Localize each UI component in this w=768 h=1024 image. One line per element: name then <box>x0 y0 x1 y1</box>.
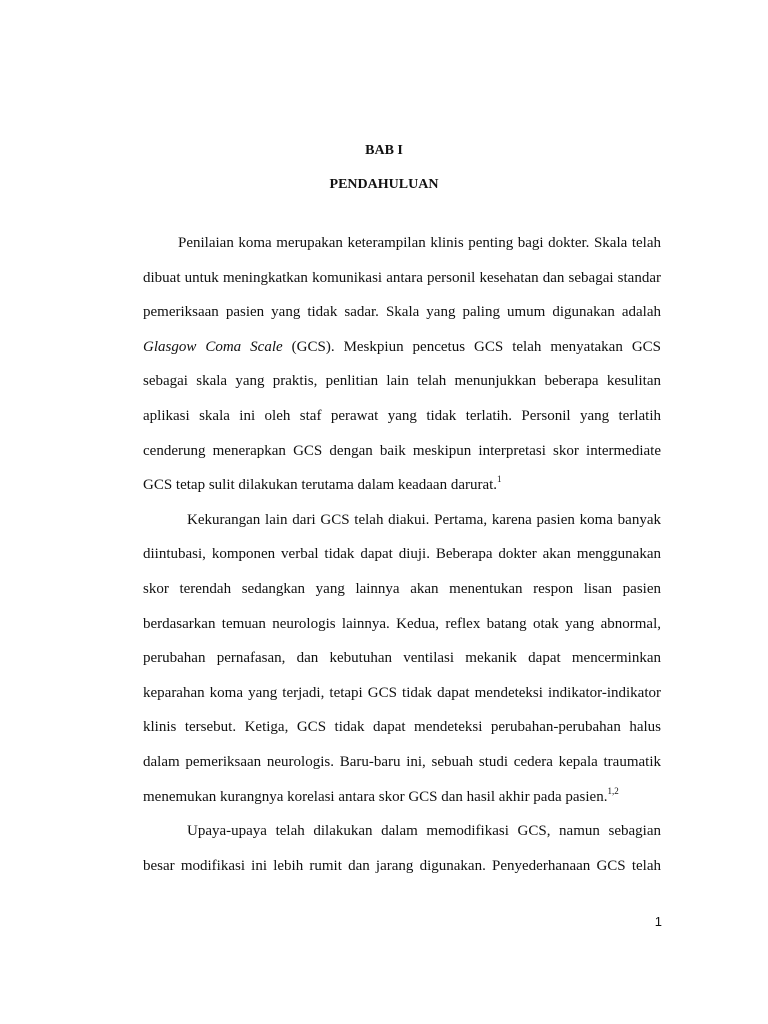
paragraph-3-line-2: besar modifikasi ini lebih rumit dan jarang digunakan. Penyederhanaan GCS telah <box>143 857 661 874</box>
paragraph-2-line-8: dalam pemeriksaan neurologis. Baru-baru ini, sebuah studi cedera kepala traumatik <box>143 753 661 770</box>
paragraph-2-line-9 <box>143 780 661 815</box>
paragraph-2-line-7: klinis tersebut. Ketiga, GCS tidak dapat mendeteksi perubahan-perubahan halus <box>143 719 661 736</box>
paragraph-2-line-3: skor terendah sedangkan yang lainnya akan menentukan respon lisan pasien <box>143 580 661 597</box>
paragraph-1-line-1: Penilaian koma merupakan keterampilan klinis penting bagi dokter. Skala telah <box>178 235 661 251</box>
paragraph-2-line-2: diintubasi, komponen verbal tidak dapat diuji. Beberapa dokter akan menggunakan <box>143 546 661 563</box>
paragraph-1-line-4-rest: (GCS). Meskpiun pencetus GCS telah menyatakan GCS <box>282 338 661 355</box>
page-number: 1 <box>654 914 662 929</box>
reference-superscript: 1,2 <box>607 785 619 796</box>
paragraph-2-line-1: Kekurangan lain dari GCS telah diakui. Pertama, karena pasien koma banyak <box>187 511 661 528</box>
paragraph-2-line-5: perubahan pernafasan, dan kebutuhan ventilasi mekanik dapat mencerminkan <box>143 650 661 667</box>
gcs-term-italic: Glasgow Coma Scale <box>143 338 283 355</box>
paragraph-1-line-7: cenderung menerapkan GCS dengan baik meskipun interpretasi skor intermediate <box>143 442 661 459</box>
paragraph-1-line-6: aplikasi skala ini oleh staf perawat yang tidak terlatih. Personil yang terlatih <box>143 407 661 424</box>
paragraph-1-line-3: pemeriksaan pasien yang tidak sadar. Skala yang paling umum digunakan adalah <box>143 304 661 321</box>
chapter-number: BAB I <box>365 143 403 158</box>
paragraph-1-line-2: dibuat untuk meningkatkan komunikasi antara personil kesehatan dan sebagai standar <box>143 269 661 286</box>
chapter-title: PENDAHULUAN <box>329 177 439 192</box>
paragraph-1-line-8 <box>143 468 661 503</box>
paragraph-2-line-9-text: menemukan kurangnya korelasi antara skor GCS dan hasil akhir pada pasien. <box>143 788 608 805</box>
reference-superscript: 1 <box>497 474 502 485</box>
paragraph-2-line-6: keparahan koma yang terjadi, tetapi GCS tidak dapat mendeteksi indikator-indikator <box>143 684 661 701</box>
paragraph-3-line-1: Upaya-upaya telah dilakukan dalam memodifikasi GCS, namun sebagian <box>187 823 661 840</box>
paragraph-2-line-4: berdasarkan temuan neurologis lainnya. Kedua, reflex batang otak yang abnormal, <box>143 615 661 632</box>
body-text <box>143 226 661 883</box>
paragraph-1-line-4 <box>143 330 661 365</box>
paragraph-1-line-5: sebagai skala yang praktis, penlitian lain telah menunjukkan beberapa kesulitan <box>143 373 661 390</box>
paragraph-1-line-8-text: GCS tetap sulit dilakukan terutama dalam keadaan darurat. <box>143 477 498 494</box>
